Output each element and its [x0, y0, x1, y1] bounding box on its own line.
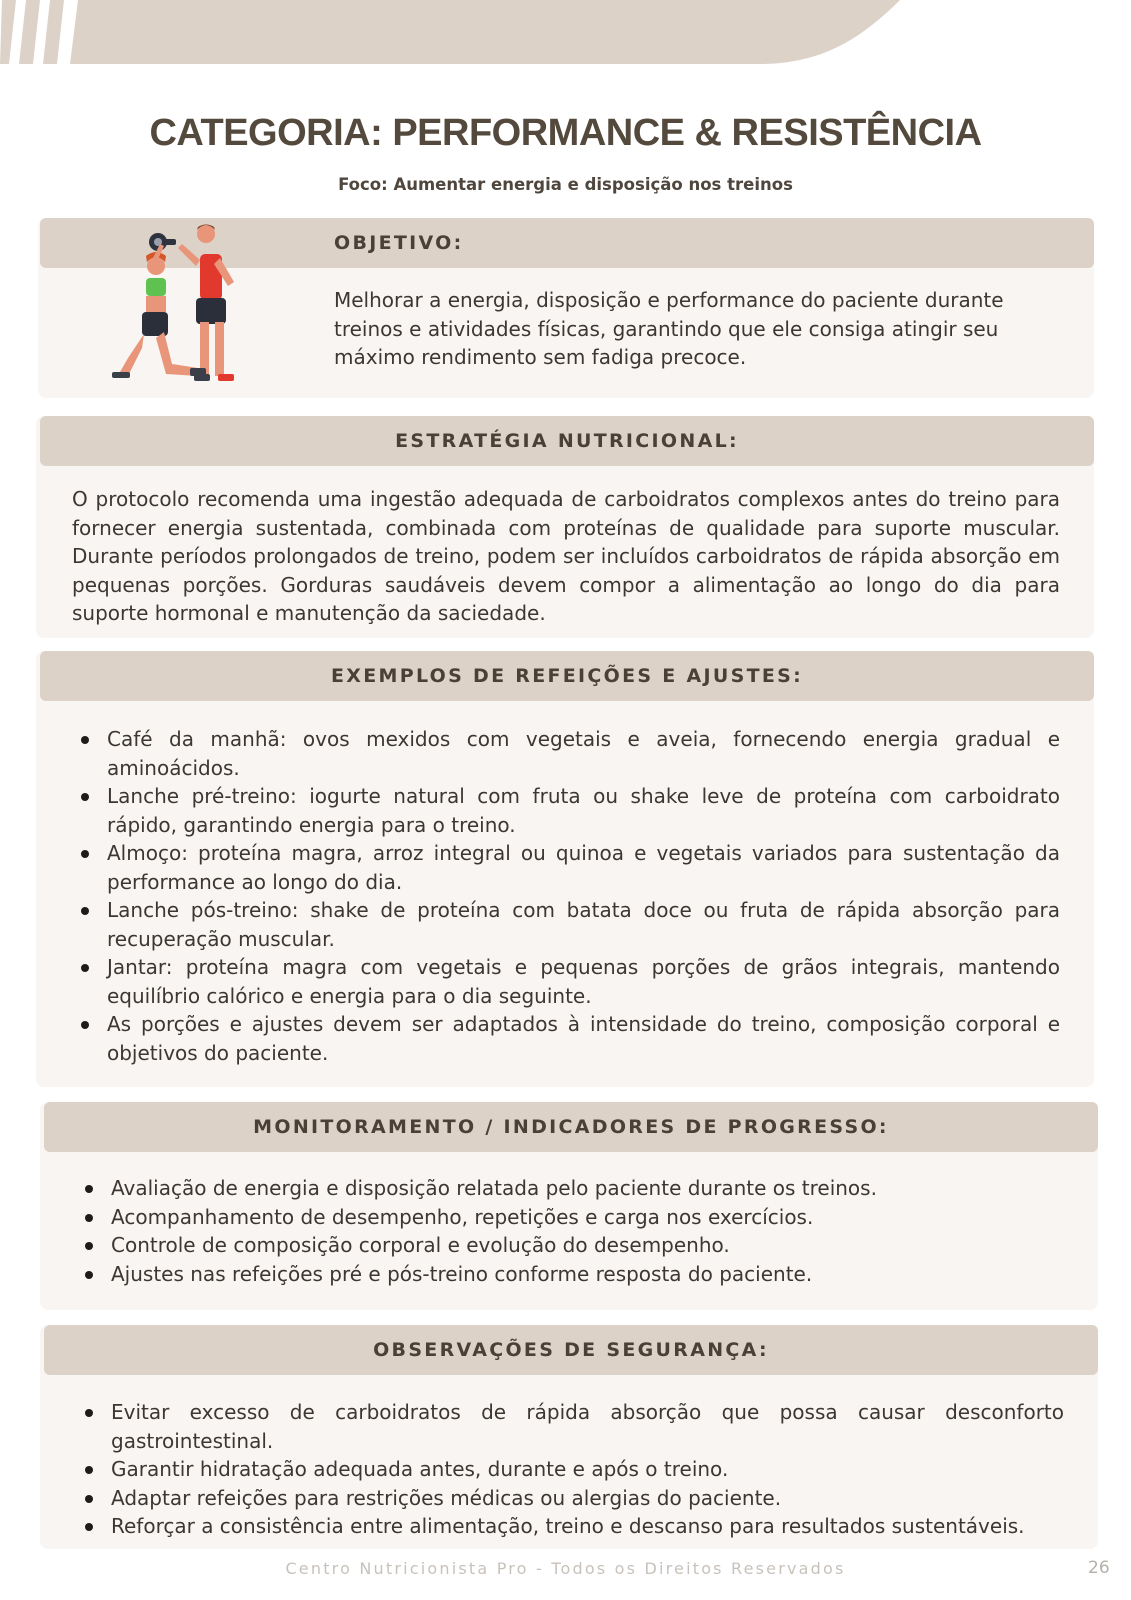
page-subtitle: Foco: Aumentar energia e disposição nos treinos — [338, 175, 793, 194]
list-item: Lanche pré-treino: iogurte natural com fruta ou shake leve de proteína com carboidrato rápido, garantindo energia para o treino. — [72, 782, 1060, 839]
exemplos-heading-band — [40, 651, 1094, 701]
monitoramento-card — [40, 1102, 1098, 1310]
list-item: Jantar: proteína magra com vegetais e pequenas porções de grãos integrais, mantendo equilíbrio calórico e energia para o dia seguinte. — [72, 953, 1060, 1010]
list-item: Almoço: proteína magra, arroz integral ou quinoa e vegetais variados para sustentação da performance ao longo do dia. — [72, 839, 1060, 896]
objetivo-heading: OBJETIVO: — [334, 232, 464, 254]
exemplos-heading: EXEMPLOS DE REFEIÇÕES E AJUSTES: — [331, 665, 803, 687]
exemplos-card — [36, 651, 1094, 1087]
monitoramento-heading: MONITORAMENTO / INDICADORES DE PROGRESSO: — [253, 1116, 889, 1138]
objetivo-text: Melhorar a energia, disposição e performance do paciente durante treinos e atividades físicas, garantindo que ele consiga atingir seu máximo rendimento sem fadiga precoce. — [334, 288, 1004, 369]
estrategia-heading: ESTRATÉGIA NUTRICIONAL: — [395, 430, 739, 452]
page-title: CATEGORIA: PERFORMANCE & RESISTÊNCIA — [149, 112, 982, 154]
list-item: Ajustes nas refeições pré e pós-treino conforme resposta do paciente. — [76, 1260, 1064, 1289]
monitoramento-list — [76, 1174, 1064, 1288]
list-item: Adaptar refeições para restrições médicas ou alergias do paciente. — [76, 1484, 1064, 1513]
list-item: Reforçar a consistência entre alimentação, treino e descanso para resultados sustentáveis. — [76, 1512, 1064, 1541]
list-item: Controle de composição corporal e evolução do desempenho. — [76, 1231, 1064, 1260]
estrategia-heading-band — [40, 416, 1094, 466]
monitoramento-heading-band — [44, 1102, 1098, 1152]
list-item: Garantir hidratação adequada antes, durante e após o treino. — [76, 1455, 1064, 1484]
seguranca-card — [40, 1325, 1098, 1549]
list-item: Lanche pós-treino: shake de proteína com batata doce ou fruta de rápida absorção para recuperação muscular. — [72, 896, 1060, 953]
list-item: Acompanhamento de desempenho, repetições e carga nos exercícios. — [76, 1203, 1064, 1232]
exemplos-list — [72, 725, 1060, 1067]
workout-couple-illustration — [108, 222, 248, 390]
seguranca-list — [76, 1398, 1064, 1541]
estrategia-card — [36, 416, 1094, 638]
seguranca-heading: OBSERVAÇÕES DE SEGURANÇA: — [373, 1339, 769, 1361]
page-number: 26 — [1088, 1558, 1110, 1578]
footer-copyright: Centro Nutricionista Pro - Todos os Direitos Reservados — [285, 1559, 846, 1578]
estrategia-text: O protocolo recomenda uma ingestão adequada de carboidratos complexos antes do treino para fornecer energia sustentada, combinada com proteínas de qualidade para suporte muscular. Durante períodos prolongados de treino, podem ser incluídos carboidratos de rápida absorção em pequenas porções. Gorduras saudáveis devem compor a alimentação ao longo do dia para suporte hormonal e manutenção da saciedade. — [72, 487, 1060, 625]
seguranca-heading-band — [44, 1325, 1098, 1375]
list-item: Café da manhã: ovos mexidos com vegetais e aveia, fornecendo energia gradual e aminoácidos. — [72, 725, 1060, 782]
top-decoration-band — [0, 0, 1131, 70]
list-item: Evitar excesso de carboidratos de rápida absorção que possa causar desconforto gastrointestinal. — [76, 1398, 1064, 1455]
list-item: As porções e ajustes devem ser adaptados à intensidade do treino, composição corporal e objetivos do paciente. — [72, 1010, 1060, 1067]
list-item: Avaliação de energia e disposição relatada pelo paciente durante os treinos. — [76, 1174, 1064, 1203]
